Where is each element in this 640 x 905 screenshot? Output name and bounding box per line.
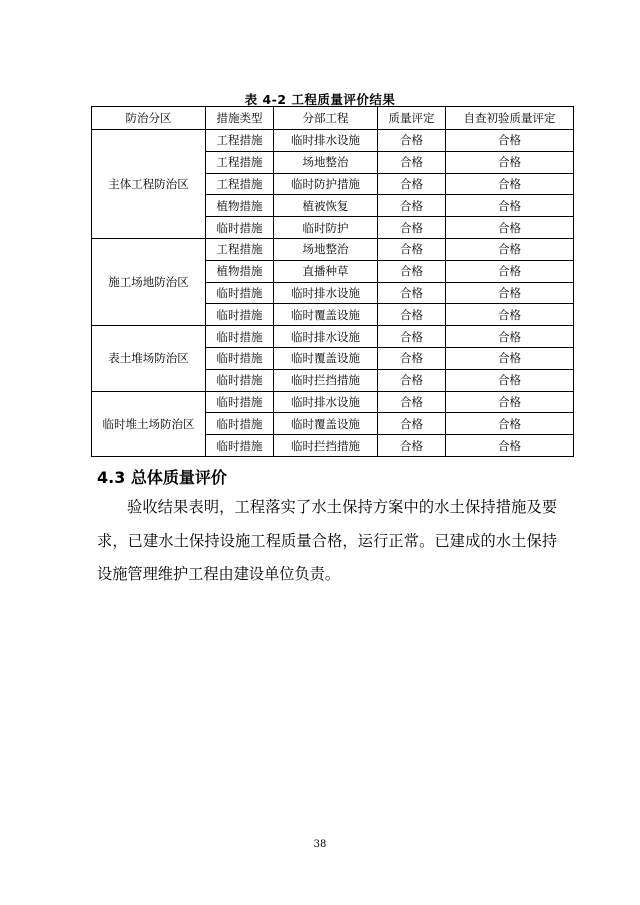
quality-rating-cell: 合格 (378, 435, 446, 457)
quality-rating-cell: 合格 (378, 304, 446, 326)
quality-rating-cell: 合格 (378, 282, 446, 304)
measure-type-cell: 临时措施 (206, 369, 274, 391)
quality-rating-cell: 合格 (378, 413, 446, 435)
self-check-rating-cell: 合格 (446, 304, 574, 326)
header-quality-rating: 质量评定 (378, 107, 446, 130)
quality-rating-cell: 合格 (378, 391, 446, 413)
header-measure-type: 措施类型 (206, 107, 274, 130)
sub-project-cell: 临时拦挡措施 (274, 369, 378, 391)
measure-type-cell: 临时措施 (206, 282, 274, 304)
header-self-check-rating: 自查初验质量评定 (446, 107, 574, 130)
quality-rating-cell: 合格 (378, 217, 446, 239)
zone-cell: 主体工程防治区 (92, 130, 206, 239)
quality-rating-cell: 合格 (378, 347, 446, 369)
quality-rating-cell: 合格 (378, 260, 446, 282)
sub-project-cell: 直播种草 (274, 260, 378, 282)
self-check-rating-cell: 合格 (446, 326, 574, 348)
measure-type-cell: 工程措施 (206, 130, 274, 152)
table-row (92, 326, 574, 348)
self-check-rating-cell: 合格 (446, 195, 574, 217)
measure-type-cell: 植物措施 (206, 195, 274, 217)
table-caption: 表 4-2 工程质量评价结果 (244, 92, 396, 107)
sub-project-cell: 临时排水设施 (274, 282, 378, 304)
section-heading: 4.3 总体质量评价 (97, 468, 227, 487)
page-number: 38 (313, 839, 327, 850)
table-row (92, 130, 574, 152)
measure-type-cell: 植物措施 (206, 260, 274, 282)
sub-project-cell: 临时排水设施 (274, 130, 378, 152)
table-header-row (92, 107, 574, 130)
sub-project-cell: 临时覆盖设施 (274, 304, 378, 326)
self-check-rating-cell: 合格 (446, 217, 574, 239)
quality-evaluation-table (91, 106, 574, 457)
zone-cell: 施工场地防治区 (92, 238, 206, 325)
quality-rating-cell: 合格 (378, 369, 446, 391)
measure-type-cell: 工程措施 (206, 173, 274, 195)
measure-type-cell: 临时措施 (206, 391, 274, 413)
measure-type-cell: 临时措施 (206, 413, 274, 435)
measure-type-cell: 临时措施 (206, 326, 274, 348)
zone-cell: 表土堆场防治区 (92, 326, 206, 391)
measure-type-cell: 临时措施 (206, 347, 274, 369)
quality-rating-cell: 合格 (378, 151, 446, 173)
measure-type-cell: 临时措施 (206, 435, 274, 457)
header-sub-project: 分部工程 (274, 107, 378, 130)
quality-rating-cell: 合格 (378, 238, 446, 260)
self-check-rating-cell: 合格 (446, 369, 574, 391)
self-check-rating-cell: 合格 (446, 260, 574, 282)
quality-rating-cell: 合格 (378, 195, 446, 217)
self-check-rating-cell: 合格 (446, 151, 574, 173)
sub-project-cell: 场地整治 (274, 238, 378, 260)
quality-rating-cell: 合格 (378, 130, 446, 152)
self-check-rating-cell: 合格 (446, 347, 574, 369)
self-check-rating-cell: 合格 (446, 435, 574, 457)
self-check-rating-cell: 合格 (446, 130, 574, 152)
self-check-rating-cell: 合格 (446, 282, 574, 304)
sub-project-cell: 临时覆盖设施 (274, 413, 378, 435)
sub-project-cell: 临时防护措施 (274, 173, 378, 195)
header-zone: 防治分区 (92, 107, 206, 130)
sub-project-cell: 临时拦挡措施 (274, 435, 378, 457)
table-row (92, 238, 574, 260)
table-body (92, 130, 574, 457)
measure-type-cell: 临时措施 (206, 304, 274, 326)
sub-project-cell: 临时防护 (274, 217, 378, 239)
body-paragraph: 验收结果表明，工程落实了水土保持方案中的水土保持措施及要求，已建水土保持设施工程质量合格，运行正常。已建成的水土保持设施管理维护工程由建设单位负责。 (97, 498, 557, 583)
zone-cell: 临时堆土场防治区 (92, 391, 206, 456)
measure-type-cell: 工程措施 (206, 238, 274, 260)
table-row (92, 391, 574, 413)
quality-rating-cell: 合格 (378, 173, 446, 195)
self-check-rating-cell: 合格 (446, 173, 574, 195)
sub-project-cell: 临时排水设施 (274, 391, 378, 413)
sub-project-cell: 临时覆盖设施 (274, 347, 378, 369)
measure-type-cell: 临时措施 (206, 217, 274, 239)
self-check-rating-cell: 合格 (446, 238, 574, 260)
quality-rating-cell: 合格 (378, 326, 446, 348)
self-check-rating-cell: 合格 (446, 413, 574, 435)
sub-project-cell: 场地整治 (274, 151, 378, 173)
sub-project-cell: 植被恢复 (274, 195, 378, 217)
self-check-rating-cell: 合格 (446, 391, 574, 413)
sub-project-cell: 临时排水设施 (274, 326, 378, 348)
measure-type-cell: 工程措施 (206, 151, 274, 173)
